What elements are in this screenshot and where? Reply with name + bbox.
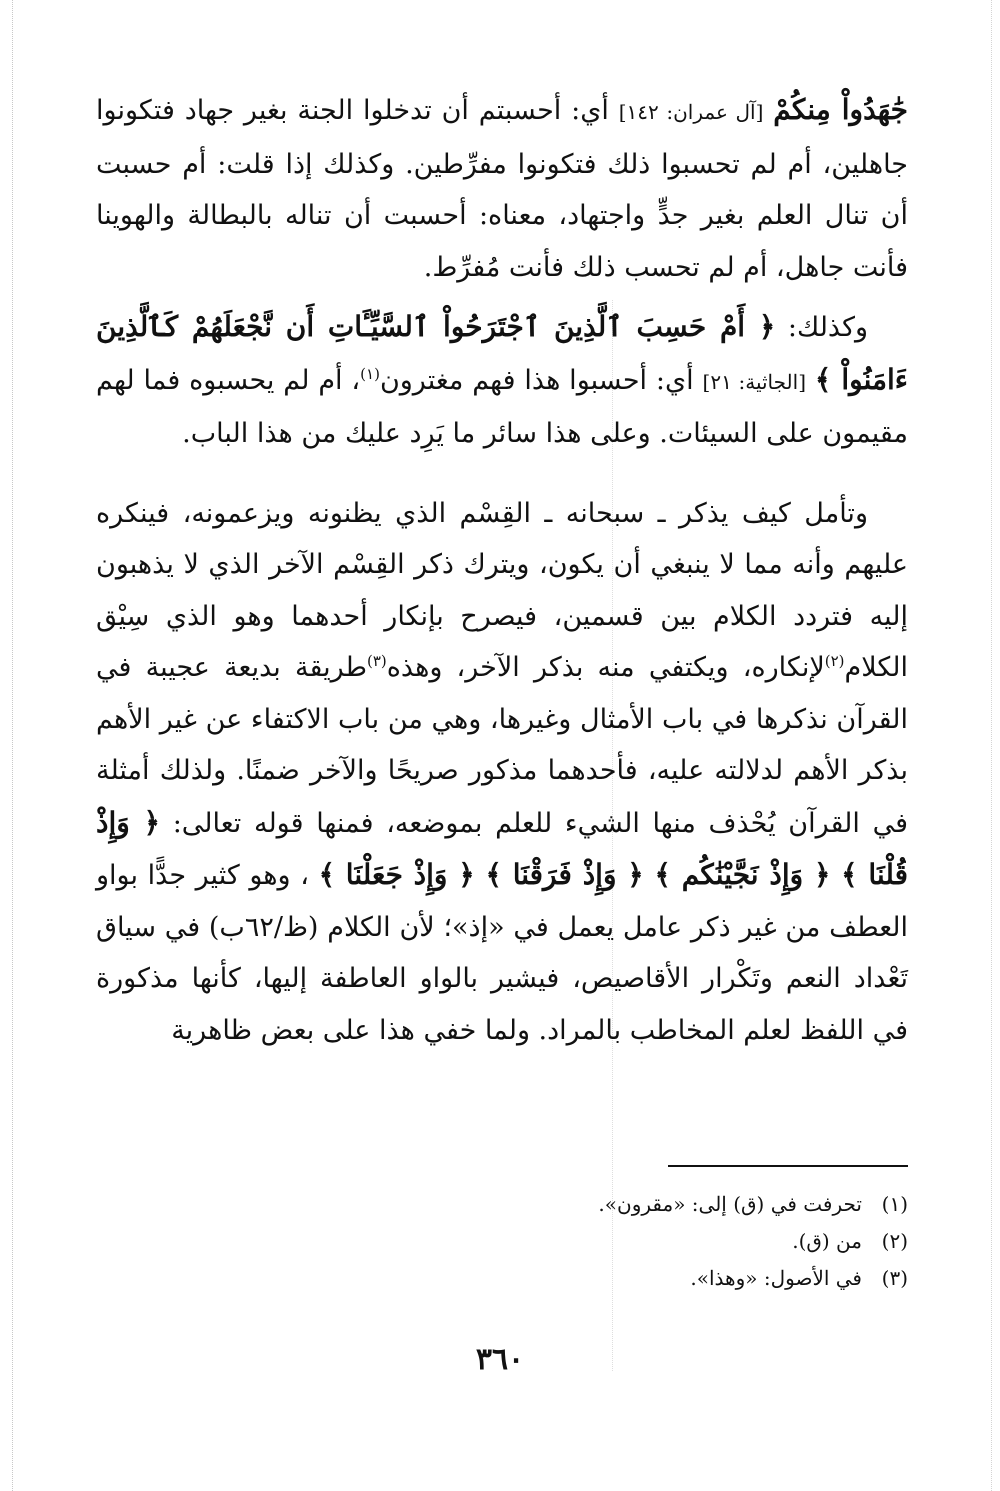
scan-margin-mark: [991, 0, 992, 1491]
footnote-3: [300, 1260, 908, 1297]
body-text-run: لإنكاره، ويكتفي منه بذكر الآخر، وهذه: [386, 652, 825, 683]
footnote-marker: (٢): [824, 652, 845, 670]
paragraph: [96, 301, 908, 460]
body-text-run: أي: أحسبوا هذا فهم مغترون: [379, 364, 694, 396]
footnote-number: (١): [881, 1192, 908, 1216]
body-text-run: ، وهو كثير جدًّا بواو العطف من غير ذكر عامل يعمل في «إذ»؛ لأن الكلام (ظ/٦٢ب) في سياق تَعْداد النعم وتَكْرار الأقاصيص، فيشير بالواو العاطفة إليها، كأنها مذكورة في اللفظ لعلم المخاطب بالمراد. ولما خفي هذا على بعض ظاهرية: [96, 860, 908, 1046]
footnote-text: من (ق).: [792, 1229, 862, 1253]
footnote-separator: [668, 1165, 908, 1167]
main-text: [96, 84, 908, 1056]
footnote-1: [300, 1186, 908, 1223]
quran-verse: ﴿ وَإِذْ قُلْنَا ﴾ ﴿ وَإِذْ نَجَّيْنَٰكُم ﴾ ﴿ وَإِذْ فَرَقْنَا ﴾ ﴿ وَإِذْ جَعَلْنَا ﴾: [96, 805, 909, 891]
body-text-run: وكذلك:: [787, 312, 868, 343]
body-text-run: وتأمل كيف يذكر ـ سبحانه ـ القِسْم الذي يظنونه ويزعمونه، فينكره عليهم وأنه مما لا ينبغي أن يكون، ويترك ذكر القِسْم الآخر الذي لا يذهبون إليه فتردد الكلام بين قسمين، فيصرح بإنكار أحدهما وهو الذي سِيْق الكلام: [96, 497, 908, 683]
footnote-text: في الأصول: «وهذا».: [690, 1266, 862, 1290]
paragraph: [96, 488, 908, 1057]
quran-verse: جَٰهَدُواْ مِنكُمْ: [773, 93, 908, 126]
scan-margin-mark: [12, 0, 13, 1491]
body-text-run: ، أم لم يحسبوه فما لهم مقيمون على السيئات. وعلى هذا سائر ما يَرِد عليك من هذا الباب.: [96, 364, 908, 449]
footnote-number: (٢): [881, 1229, 908, 1253]
verse-reference: [الجاثية: ٢١]: [702, 369, 807, 394]
footnote-2: [300, 1223, 908, 1260]
footnote-marker: (٣): [367, 652, 387, 670]
footnote-marker: (١): [360, 364, 380, 383]
footnote-number: (٣): [881, 1266, 908, 1290]
footnote-text: تحرفت في (ق) إلى: «مقرون».: [598, 1192, 862, 1216]
body-text-run: أي: أحسبتم أن تدخلوا الجنة بغير جهاد فتكونوا جاهلين، أم لم تحسبوا ذلك فتكونوا مفرِّطين. وكذلك إذا قلت: أم حسبت أن تنال العلم بغير جدٍّ واجتهاد، معناه: أحسبت أن تناله بالبطالة والهوينا فأنت جاهل، أم لم تحسب ذلك فأنت مُفرِّط.: [96, 95, 908, 283]
page-number: ٣٦٠: [475, 1342, 525, 1377]
body-text-run: طريقة بديعة عجيبة في القرآن نذكرها في باب الأمثال وغيرها، وهي من باب الاكتفاء عن غير الأهم بذكر الأهم لدلالته عليه، فأحدهما مذكور صريحًا والآخر ضمنًا. ولذلك أمثلة في القرآن يُحْذف منها الشيء للعلم بموضعه، فمنها قوله تعالى:: [96, 652, 908, 839]
verse-reference: [آل عمران: ١٤٢]: [618, 100, 764, 124]
quran-verse: ﴿ أَمْ حَسِبَ ٱلَّذِينَ ٱجْتَرَحُواْ ٱلسَّيِّـَٔاتِ أَن نَّجْعَلَهُمْ كَٱلَّذِينَ ءَامَنُواْ ﴾: [96, 310, 908, 396]
footnotes: [300, 1186, 908, 1297]
paragraph: [96, 84, 908, 293]
